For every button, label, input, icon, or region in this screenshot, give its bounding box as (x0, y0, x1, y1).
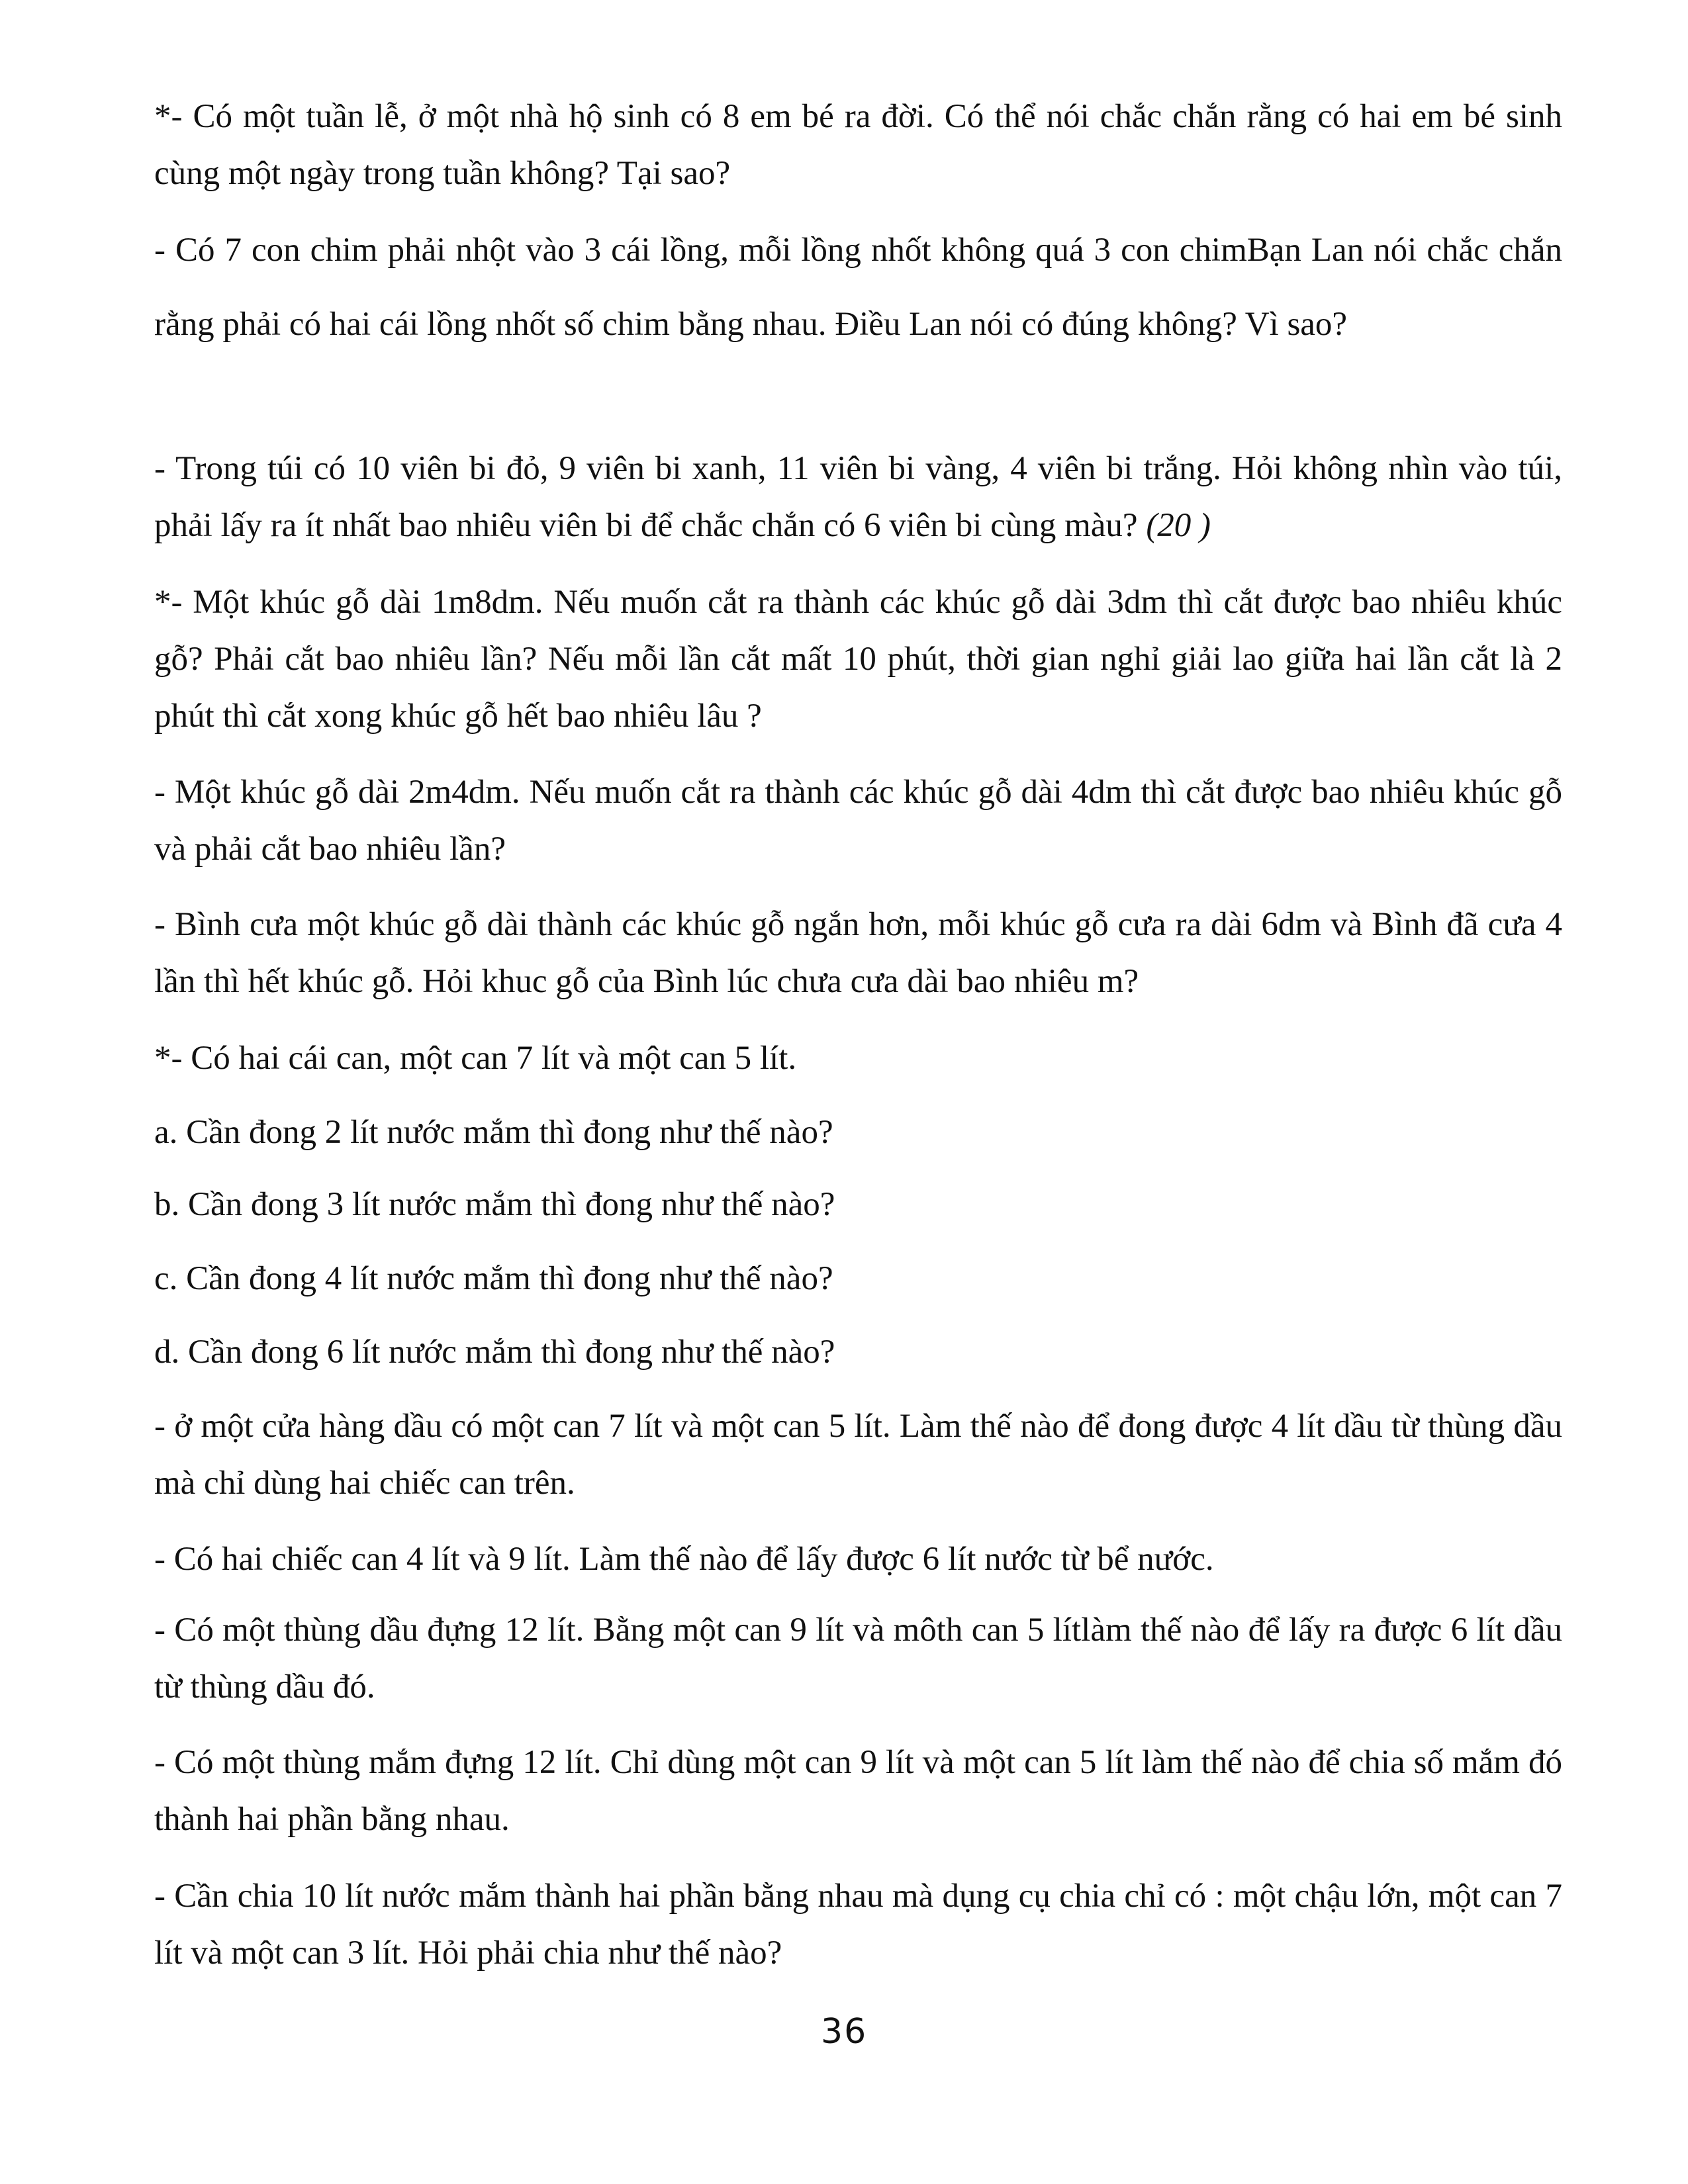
question-c: c. Cần đong 4 lít nước mắm thì đong như thế nào? (154, 1260, 833, 1297)
question-b: b. Cần đong 3 lít nước mắm thì đong như thế nào? (154, 1186, 835, 1223)
paragraph-marbles-bag (154, 440, 1562, 554)
question-d: d. Cần đong 6 lít nước mắm thì đong như thế nào? (154, 1334, 835, 1371)
paragraph-two-cans: *- Có hai cái can, một can 7 lít và một can 5 lít. (154, 1040, 797, 1077)
page-number: 36 (821, 2012, 868, 2052)
paragraph-binh-saw: - Bình cưa một khúc gỗ dài thành các khúc gỗ ngắn hơn, mỗi khúc gỗ cưa ra dài 6dm và Bình đã cưa 4 lần thì hết khúc gỗ. Hỏi khuc gỗ của Bình lúc chưa cưa dài bao nhiêu m? (154, 906, 1562, 1000)
paragraph-water-tank: - Có hai chiếc can 4 lít và 9 lít. Làm thế nào để lấy được 6 lít nước từ bể nước. (154, 1541, 1214, 1578)
paragraph-newborn-babies: *- Có một tuần lễ, ở một nhà hộ sinh có 8 em bé ra đời. Có thể nói chắc chắn rằng có hai em bé sinh cùng một ngày trong tuần không? Tại sao? (154, 98, 1562, 192)
paragraph-fish-sauce-barrel: - Có một thùng mắm đựng 12 lít. Chỉ dùng một can 9 lít và một can 5 lít làm thế nào để chia số mắm đó thành hai phần bằng nhau. (154, 1744, 1562, 1838)
paragraph-oil-barrel: - Có một thùng dầu đựng 12 lít. Bằng một can 9 lít và môth can 5 lítlàm thế nào để lấy ra được 6 lít dầu từ thùng dầu đó. (154, 1612, 1562, 1706)
paragraph-wood-cut-1m8dm: *- Một khúc gỗ dài 1m8dm. Nếu muốn cắt ra thành các khúc gỗ dài 3dm thì cắt được bao nhiêu khúc gỗ? Phải cắt bao nhiêu lần? Nếu mỗi lần cắt mất 10 phút, thời gian nghỉ giải lao giữa hai lần cắt là 2 phút thì cắt xong khúc gỗ hết bao nhiêu lâu ? (154, 584, 1562, 735)
paragraph-divide-fish-sauce: - Cần chia 10 lít nước mắm thành hai phần bằng nhau mà dụng cụ chia chỉ có : một chậu lớn, một can 7 lít và một can 3 lít. Hỏi phải chia như thế nào? (154, 1878, 1562, 1972)
paragraph-oil-shop: - ở một cửa hàng dầu có một can 7 lít và một can 5 lít. Làm thế nào để đong được 4 lít dầu từ thùng dầu mà chỉ dùng hai chiếc can trên. (154, 1408, 1562, 1502)
question-a: a. Cần đong 2 lít nước mắm thì đong như thế nào? (154, 1114, 833, 1151)
paragraph-wood-cut-2m4dm: - Một khúc gỗ dài 2m4dm. Nếu muốn cắt ra thành các khúc gỗ dài 4dm thì cắt được bao nhiêu khúc gỗ và phải cắt bao nhiêu lần? (154, 774, 1562, 868)
paragraph-marbles-text: - Trong túi có 10 viên bi đỏ, 9 viên bi xanh, 11 viên bi vàng, 4 viên bi trắng. Hỏi không nhìn vào túi, phải lấy ra ít nhất bao nhiêu viên bi để chắc chắn có 6 viên bi cùng màu? (154, 450, 1562, 544)
marbles-answer-note: (20 ) (1146, 507, 1211, 544)
paragraph-birds-cages: - Có 7 con chim phải nhột vào 3 cái lồng, mỗi lồng nhốt không quá 3 con chimBạn Lan nói chắc chắn rằng phải có hai cái lồng nhốt số chim bằng nhau. Điều Lan nói có đúng không? Vì sao? (154, 232, 1562, 343)
